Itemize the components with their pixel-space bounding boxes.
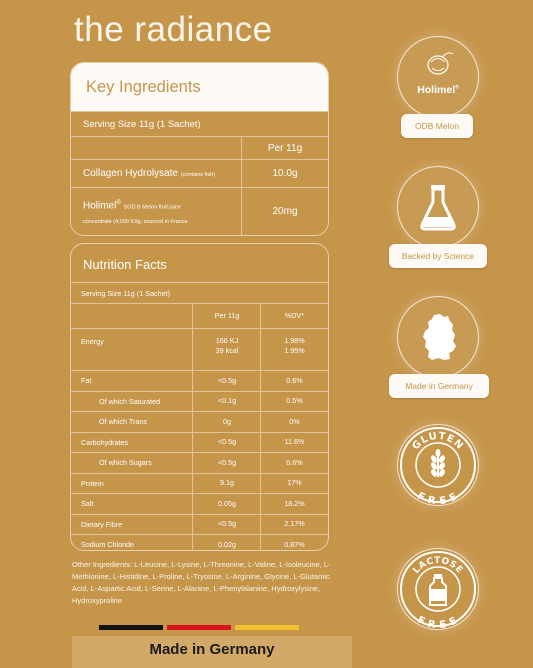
ki-holimel-note-2: concentrate (4,000 IU/g, sourced in France	[83, 219, 188, 226]
lactose-free-badge	[397, 548, 479, 630]
nf-column-header-row	[71, 303, 328, 328]
nutrition-facts-card	[70, 243, 329, 551]
nf-row	[71, 452, 328, 473]
nf-row-label: Carbohydrates	[81, 437, 129, 447]
nf-row-per-11g: <0.5g	[217, 519, 237, 529]
nf-row-per-11g: <0.5g	[217, 437, 237, 447]
other-ingredients-label: Other Ingredients:	[72, 560, 133, 569]
made-in-germany-footer-text: Made in Germany	[149, 641, 275, 658]
nf-row-label: Sodium Chloride	[81, 540, 135, 550]
nf-serving-size: Serving Size 11g (1 Sachet)	[81, 288, 170, 298]
ki-holimel-value: 20mg	[241, 188, 328, 236]
holimel-logo-word: Holimel	[417, 84, 456, 96]
ki-collagen-value: 10.0g	[241, 160, 328, 188]
nf-row-per-11g: <0.1g	[217, 396, 237, 406]
nf-row-label: Of which Sugars	[99, 458, 152, 468]
science-badge	[397, 166, 479, 248]
ki-column-header	[71, 136, 328, 160]
nf-row-dv: 17%	[287, 478, 302, 488]
nf-row-label: Dietary Fibre	[81, 519, 123, 529]
milk-bottle-icon	[430, 574, 446, 605]
nutrition-table	[71, 282, 328, 551]
ki-per-11g-header: Per 11g	[241, 137, 328, 160]
page-title: the radiance	[74, 10, 273, 49]
lactose-free-bottom-text: FREE	[415, 614, 461, 629]
nf-energy-dv-1: 1.98%	[284, 336, 305, 345]
nf-energy-row	[71, 328, 328, 370]
nf-row-dv: 0.5%	[286, 396, 303, 406]
germany-map-icon	[398, 297, 478, 377]
gluten-free-badge	[397, 424, 479, 506]
nf-row-per-11g: 0.02g	[218, 539, 236, 549]
nf-row-label: Fat	[81, 376, 92, 386]
nf-row-label: Salt	[81, 499, 94, 509]
ki-row-holimel: Holimel® SOD B Melon fruit juice concentrate (4,000 IU/g, sourced in France 20mg	[71, 187, 328, 236]
nf-row-dv: 0%	[289, 416, 300, 426]
nf-row	[71, 473, 328, 494]
ki-serving-size: Serving Size 11g (1 Sachet)	[71, 111, 328, 137]
nf-row	[71, 432, 328, 453]
svg-text:LACTOSE	[411, 556, 464, 576]
nf-row	[71, 370, 328, 391]
nf-row-dv: 11.6%	[284, 437, 305, 447]
nf-row	[71, 391, 328, 412]
key-ingredients-card	[70, 62, 329, 236]
nf-row-label: Of which Saturated	[99, 396, 161, 406]
flag-stripe-gold	[235, 625, 299, 630]
nf-row-dv: 18.2%	[284, 498, 305, 508]
nf-row-per-11g: <0.5g	[217, 457, 237, 467]
other-ingredients-text: L-Leucine, L-Lysine, L-Threonine, L-Valine, L-Isoleucine, L-Methionine, L-Histidine, L-Proline, L-Tryosine, L-Arginine, Glycine, L-Glutamic Acid, L-Aspartic Acid, L-Serine, L-Alanine, L-Phenylalanine, Hydroxylysine, Hydroxyproline	[72, 560, 331, 605]
nf-row-dv: 0.87%	[284, 539, 305, 549]
nf-row-label: Of which Trans	[99, 417, 147, 427]
germany-badge	[397, 296, 479, 378]
nf-row-per-11g: <0.5g	[217, 375, 237, 385]
nf-row-per-11g: 0.05g	[218, 498, 236, 508]
nf-row-label: Protein	[81, 478, 104, 488]
ki-collagen-name: Collagen Hydrolysate	[83, 168, 179, 179]
ki-row-collagen	[71, 159, 328, 188]
nf-energy-kj: 166 KJ	[215, 336, 239, 345]
ki-holimel-name: Holimel	[83, 200, 117, 212]
flag-stripe-red	[167, 625, 231, 630]
germany-pill: Made in Germany	[389, 374, 489, 398]
nf-row	[71, 493, 328, 514]
nf-energy-label: Energy	[81, 337, 104, 346]
nf-row-per-11g: 0g	[223, 416, 231, 426]
nf-per-11g-header: Per 11g	[214, 311, 240, 320]
flask-icon	[398, 167, 478, 247]
gluten-free-bottom-text: FREE	[415, 490, 461, 505]
ki-holimel-note-1: SOD B Melon fruit juice	[123, 204, 181, 211]
lactose-free-top-text: LACTOSE	[411, 555, 465, 576]
nf-row-per-11g: 9.1g	[220, 478, 234, 488]
nf-energy-dv-2: 1.95%	[284, 346, 305, 355]
holimel-badge: Holimel®	[397, 36, 479, 118]
nf-dv-header: %DV*	[284, 311, 305, 320]
nf-energy-kcal: 39 kcal	[215, 346, 239, 355]
nf-row-dv: 2.17%	[284, 519, 305, 529]
other-ingredients	[72, 559, 344, 607]
nf-row	[71, 534, 328, 551]
science-pill: Backed by Science	[389, 244, 487, 268]
nutrition-facts-heading: Nutrition Facts	[83, 257, 167, 272]
nf-row-dv: 0.6%	[286, 457, 303, 467]
nf-serving-row	[71, 282, 328, 303]
nf-row	[71, 514, 328, 535]
holimel-pill: ODB Melon	[401, 114, 473, 138]
made-in-germany-footer	[72, 636, 352, 668]
wheat-icon	[430, 449, 446, 478]
melon-icon	[398, 37, 478, 117]
ki-collagen-note: (contains fish)	[180, 172, 216, 178]
flag-stripe-black	[99, 625, 163, 630]
key-ingredients-heading: Key Ingredients	[71, 63, 328, 111]
nf-row-dv: 0.6%	[286, 375, 303, 385]
nf-row	[71, 411, 328, 432]
gluten-free-top-text: GLUTEN	[410, 430, 466, 453]
